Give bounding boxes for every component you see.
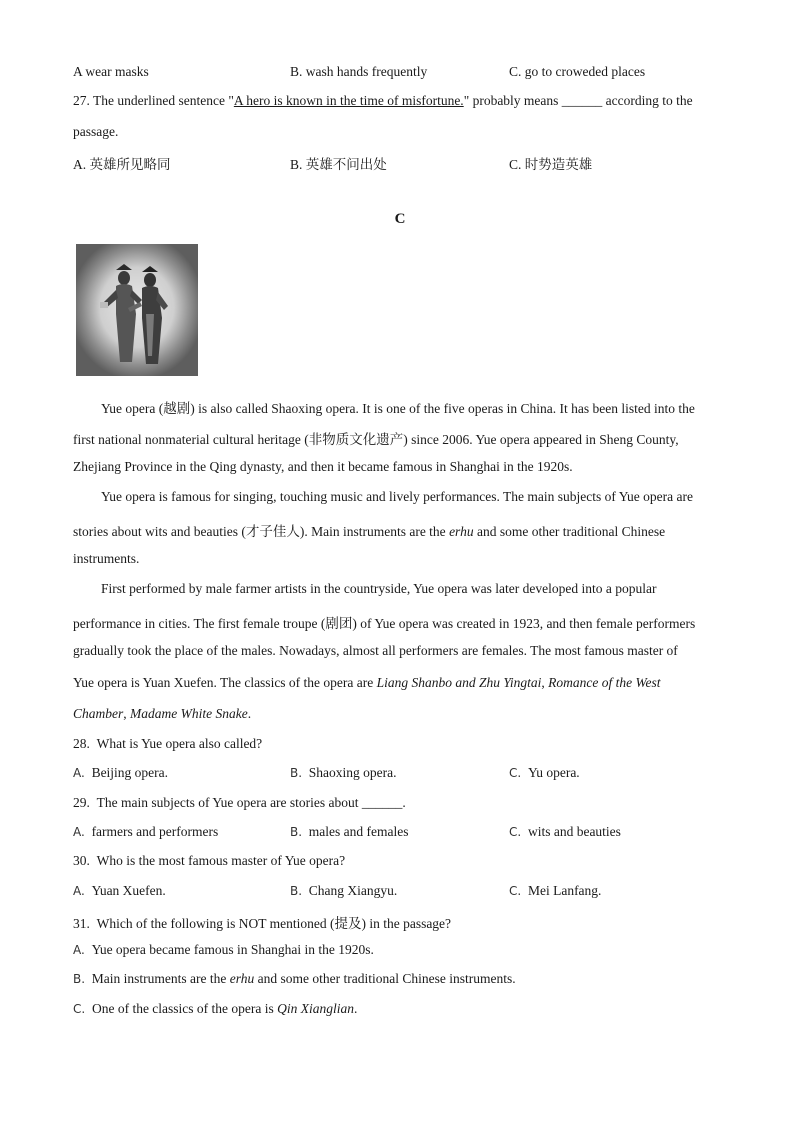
q30-number: 30. (73, 853, 90, 868)
q26-option-c: C. go to croweded places (509, 64, 646, 79)
option-label: B. (290, 825, 303, 839)
q31-question (73, 912, 451, 932)
q30-option-a (73, 883, 166, 899)
option-label: C. (509, 825, 522, 839)
passage-erhu-term: erhu (449, 524, 474, 539)
q30-text: Who is the most famous master of Yue opera? (96, 853, 346, 868)
option-label: A. (73, 766, 85, 780)
q29-number: 29. (73, 795, 90, 810)
q30-question (73, 853, 345, 869)
passage-p2-line2-tail: and some other traditional Chinese (473, 524, 666, 539)
q29-option-a (73, 824, 218, 840)
q29-option-b (290, 824, 409, 840)
q27-option-a: A. 英雄所见略同 (73, 157, 171, 172)
passage-p2-line2 (73, 520, 665, 540)
option-text: Chang Xiangyu. (308, 883, 398, 898)
passage-p3-line5 (73, 706, 251, 722)
option-text: farmers and performers (91, 824, 219, 839)
option-text: males and females (308, 824, 409, 839)
option-label: A. (73, 943, 85, 957)
classic-title-2-part2: Chamber (73, 706, 124, 721)
q28-option-b (290, 765, 397, 781)
passage-p3-line2: performance in cities. The first female troupe (剧团) of Yue opera was created in 1923, and then female performers (73, 616, 696, 631)
option-text: Beijing opera. (91, 765, 169, 780)
q26-option-b: B. wash hands frequently (290, 64, 428, 79)
q27-prefix: 27. The underlined sentence " (73, 93, 234, 108)
passage-p1-line3: Zhejiang Province in the Qing dynasty, and then it became famous in Shanghai in the 1920s. (73, 459, 573, 474)
q29-question (73, 795, 406, 811)
classic-title-3: Madame White Snake (130, 706, 248, 721)
q26-option-a: A wear masks (73, 64, 149, 79)
passage-p3-line1: First performed by male farmer artists in the countryside, Yue opera was later developed into a popular (101, 581, 657, 596)
option-label: C. (509, 766, 522, 780)
option-label: A. (73, 825, 85, 839)
q27-suffix: " probably means ______ according to the (463, 93, 693, 108)
option-text: Yuan Xuefen. (91, 883, 166, 898)
q28-question (73, 736, 262, 752)
q27-question-cont: passage. (73, 124, 119, 139)
q27-underlined-sentence: A hero is known in the time of misfortune. (233, 93, 464, 108)
q30-option-c (509, 883, 601, 899)
classic-title-1: Liang Shanbo and Zhu Yingtai (376, 675, 542, 690)
option-label: C. (509, 884, 522, 898)
option-label: C. (73, 1002, 86, 1016)
separator: , (541, 675, 549, 690)
q29-text: The main subjects of Yue opera are stories about ______. (96, 795, 406, 810)
option-text: Mei Lanfang. (527, 883, 602, 898)
passage-p3-line4-text: Yue opera is Yuan Xuefen. The classics of the opera are (73, 675, 377, 690)
passage-p2-line3: instruments. (73, 551, 140, 566)
q28-option-c (509, 765, 580, 781)
q31-option-b (73, 971, 516, 987)
passage-p1-line2: first national nonmaterial cultural heritage (非物质文化遗产) since 2006. Yue opera appeared in Sheng County, (73, 432, 679, 447)
passage-p3-line3: gradually took the place of the males. Nowadays, almost all performers are females. The most famous master of (73, 643, 678, 658)
option-text-tail: . (354, 1001, 358, 1016)
option-text: wits and beauties (527, 824, 621, 839)
q31-option-c (73, 1001, 357, 1017)
option-text: Yue opera became famous in Shanghai in the 1920s. (91, 942, 374, 957)
option-text: Yu opera. (527, 765, 580, 780)
q28-option-a (73, 765, 168, 781)
q27-question (73, 93, 693, 109)
q27-option-c: C. 时势造英雄 (509, 157, 593, 172)
passage-p3-line4 (73, 675, 661, 691)
separator: , (123, 706, 130, 721)
passage-p1-line1: Yue opera (越剧) is also called Shaoxing opera. It is one of the five operas in China. It has been listed into the (101, 401, 695, 416)
q27-option-b: B. 英雄不问出处 (290, 157, 387, 172)
passage-p2-line1: Yue opera is famous for singing, touching music and lively performances. The main subjects of Yue opera are (101, 489, 693, 504)
yue-opera-photo (76, 244, 198, 376)
option-italic-term: erhu (229, 971, 255, 986)
option-label: B. (290, 884, 303, 898)
q31-text: Which of the following is NOT mentioned (提及) in the passage? (96, 916, 452, 931)
q30-option-b (290, 883, 397, 899)
q31-option-a (73, 942, 374, 958)
option-label: A. (73, 884, 85, 898)
option-text-tail: and some other traditional Chinese instruments. (254, 971, 516, 986)
option-label: B. (290, 766, 303, 780)
option-italic-term: Qin Xianglian (277, 1001, 355, 1016)
option-text: Shaoxing opera. (308, 765, 397, 780)
section-heading: C (394, 211, 406, 227)
period: . (247, 706, 252, 721)
option-text: Main instruments are the (91, 971, 230, 986)
classic-title-2-part1: Romance of the West (548, 675, 661, 690)
q31-number: 31. (73, 916, 90, 931)
option-text: One of the classics of the opera is (91, 1001, 278, 1016)
q29-option-c (509, 824, 621, 840)
option-label: B. (73, 972, 86, 986)
passage-p2-line2-text: stories about wits and beauties (才子佳人). Main instruments are the (73, 524, 450, 539)
q28-number: 28. (73, 736, 90, 751)
q28-text: What is Yue opera also called? (96, 736, 263, 751)
